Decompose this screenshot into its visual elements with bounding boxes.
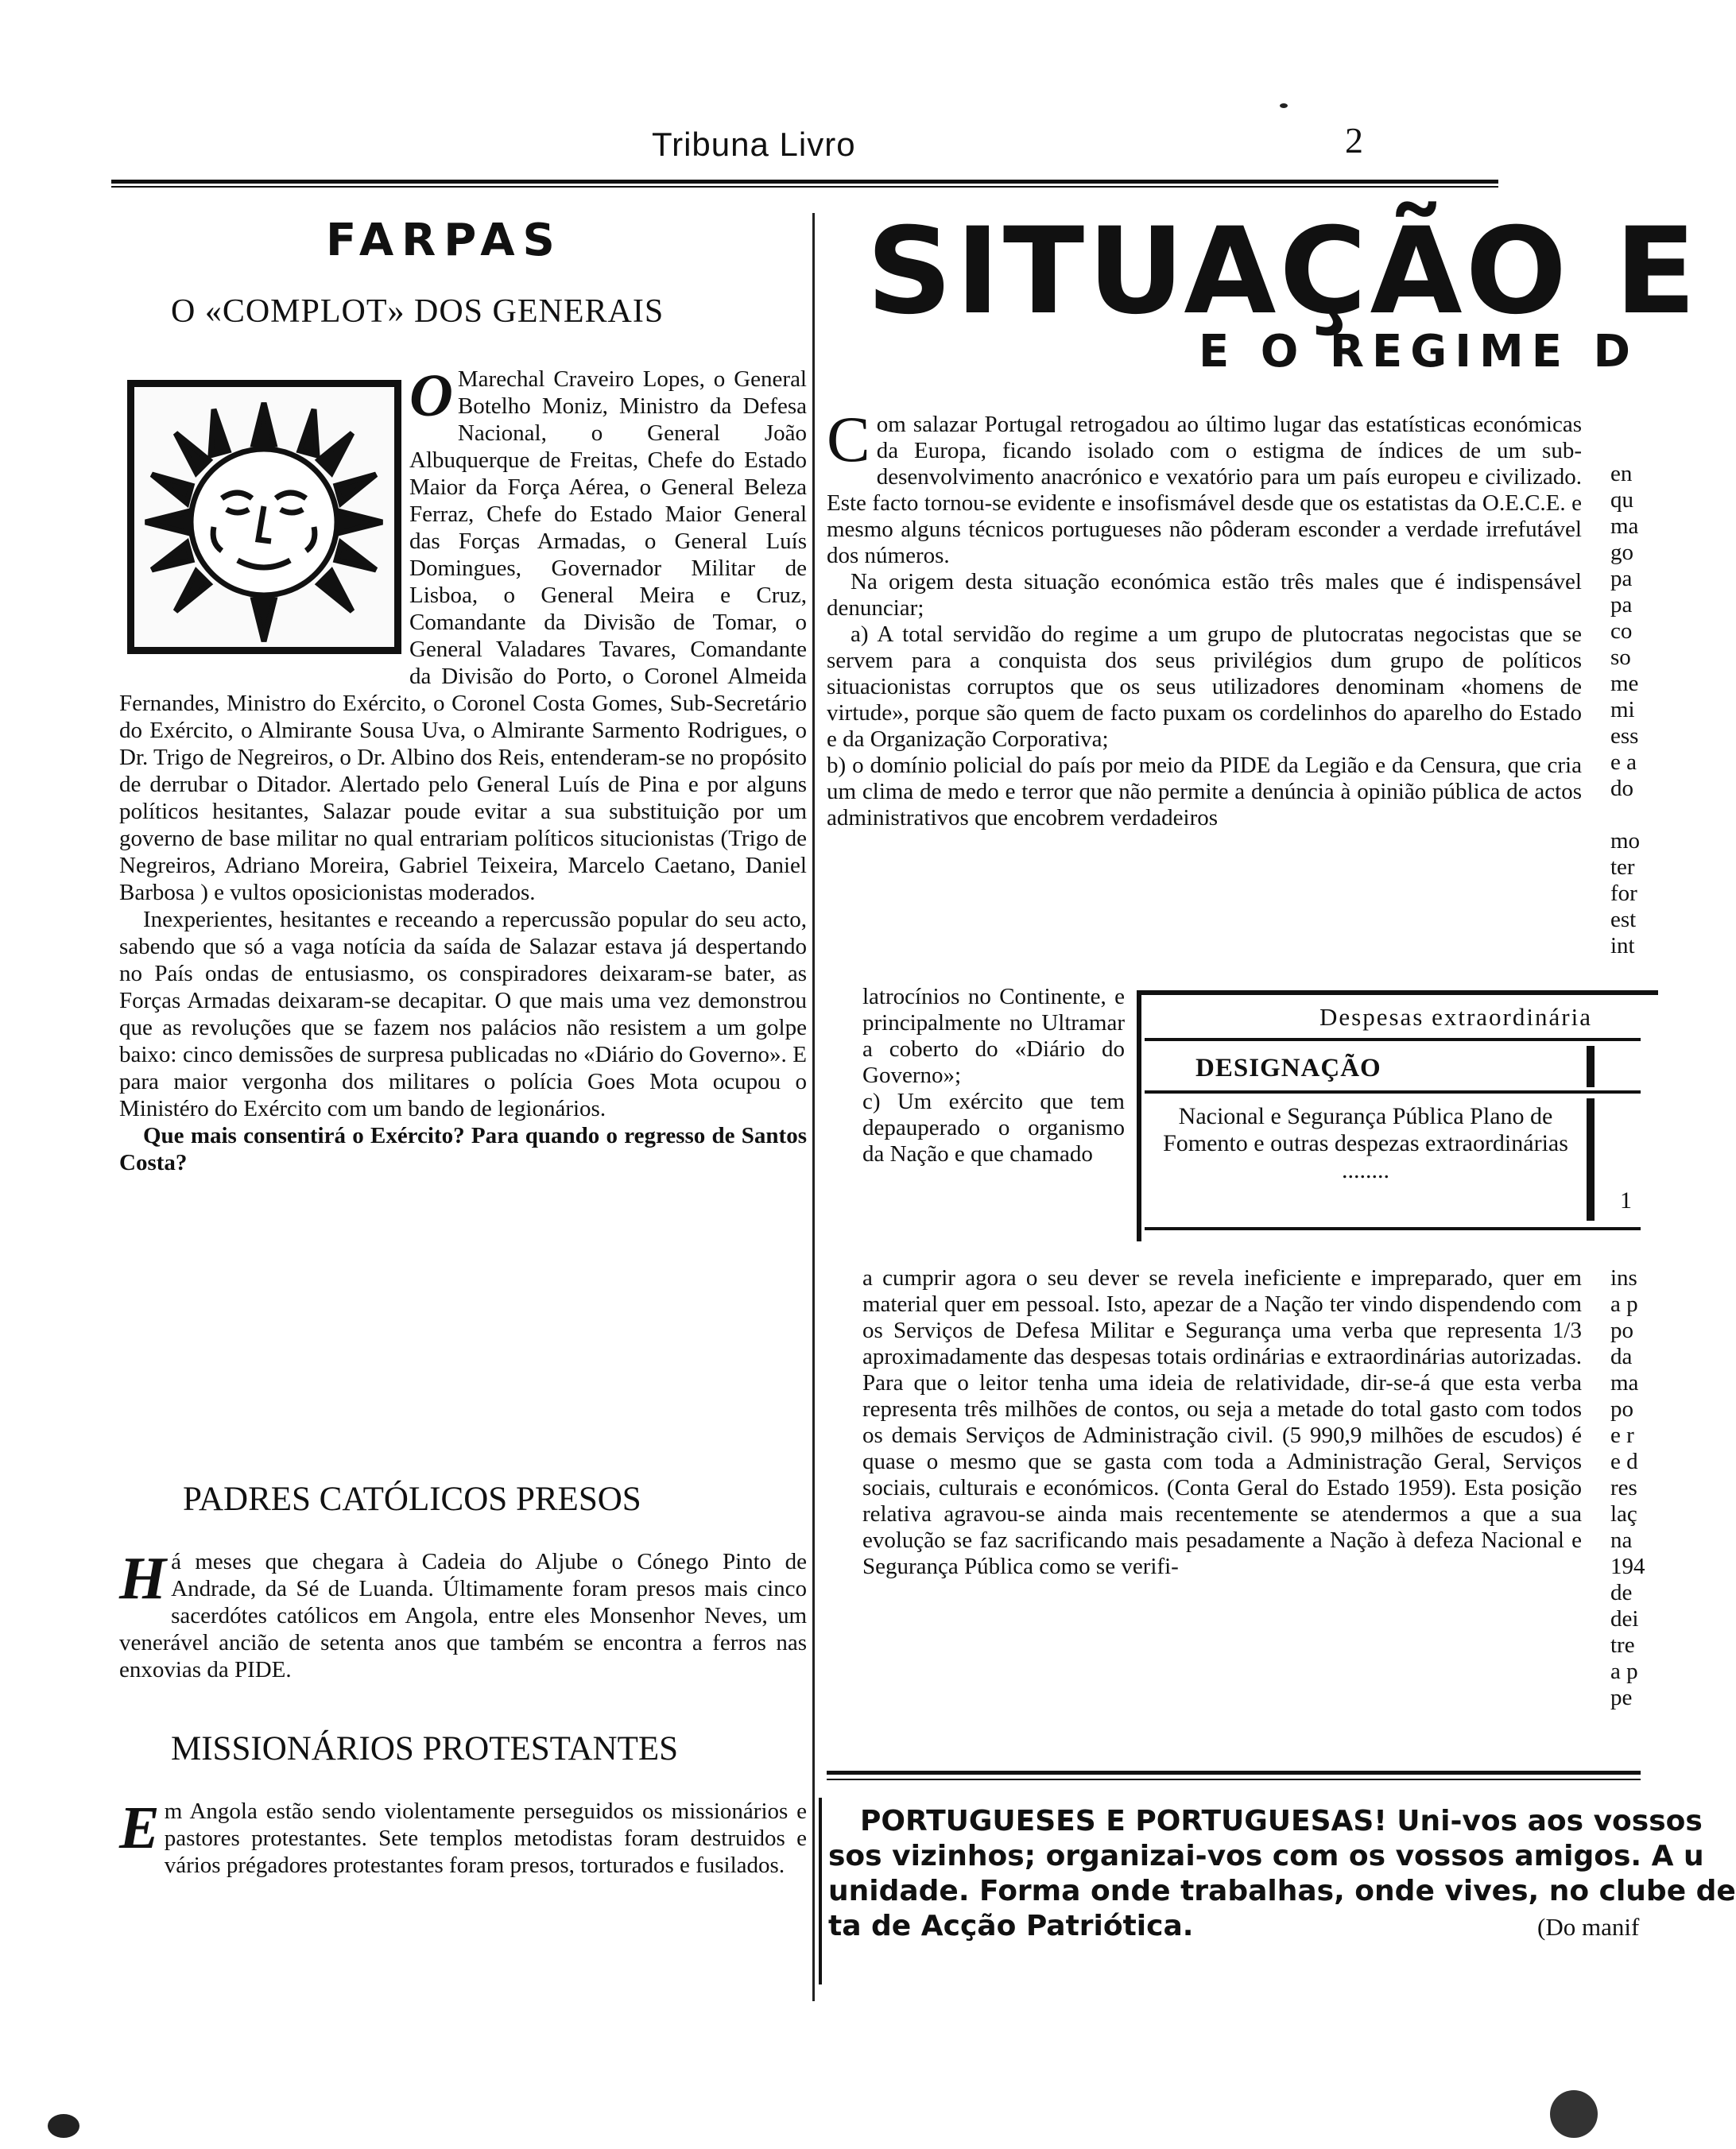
banner-source: (Do manif [1537,1913,1640,1941]
main-item-c: c) Um exército que tem depauperado o organismo da Nação e que chamado [862,1089,1125,1167]
main-paragraph-1: om salazar Portugal retrogadou ao último lugar das estatísticas económicas da Europa, ficando isolado com o estigma de índices de um sub-desenvolvimento anacrónico e vexatório para um país europeu e civilizado. Este facto tornou-se evidente e insofismável desde que os estatistas da O.E.C.E. e mesmo alguns técnicos portugueses não pôderam esconder a verdade irrefutável dos números. [827,412,1582,568]
complot-article [119,362,807,1176]
fragment-line: ter [1610,854,1635,880]
fragment-line: co [1610,618,1633,644]
table-rule [1145,1090,1641,1094]
fragment-line: ins [1610,1265,1637,1291]
banner-line-2: sos vizinhos; organizai-vos com os vossos amigos. A u [828,1840,1704,1872]
fragment-line: mo [1610,828,1641,854]
main-subheadline: E O REGIME D [1199,326,1638,378]
fragment-line: do [1610,776,1633,801]
fragment-line: de [1610,1580,1633,1605]
dropcap-c: C [827,403,870,475]
next-column-fragment [1610,1265,1645,1711]
main-paragraph-2: Na origem desta situação económica estão três males que é indispensável denunciar; [827,569,1582,621]
headline-padres: PADRES CATÓLICOS PRESOS [183,1481,641,1518]
banner-line-3: unidade. Forma onde trabalhas, onde vives, no clube de [828,1875,1736,1907]
table-column-separator [1587,1098,1595,1221]
fragment-line: est [1610,907,1637,932]
banner-line-4 [828,1909,1641,1945]
fragment-line: mi [1610,697,1635,722]
missionarios-article [119,1795,807,1879]
fragment-line: po [1610,1396,1633,1422]
fragment-line: en [1610,461,1633,486]
next-column-fragment [1610,461,1640,959]
fragment-line: a p [1610,1291,1638,1317]
table-column-separator [1587,1046,1595,1087]
fragment-line: for [1610,881,1637,906]
complot-paragraph-2: Inexperientes, hesitantes e receando a repercussão popular do seu acto, sabendo que só a vaga notícia da saída de Salazar estava já despertando no País ondas de entusiasmo, os conspiradores deixaram-se bater, as Forças Armadas deixaram-se decapitar. O que mais uma vez demonstrou que as revoluções que se fazem nos palácios não resistem a um golpe baixo: cinco demissões de surpresa publicadas no «Diário do Governo». E para maior vergonha dos militares o polícia Goes Mota ocupou o Ministéro do Exército com um bando de legionários. [119,907,807,1121]
fragment-line: po [1610,1318,1633,1343]
fragment-line: ma [1610,1370,1639,1396]
main-headline: SITUAÇÃO E [866,203,1699,341]
fragment-line: e a [1610,749,1637,775]
banner-rule-thin [827,1779,1641,1780]
page-number: 2 [1345,120,1363,161]
image-wrap-space [119,366,409,668]
padres-article [119,1545,807,1683]
dropcap-o: O [409,362,453,429]
missionarios-paragraph: m Angola estão sendo violentamente perseguidos os missionários e pastores protestantes. Sete templos metodistas foram destruidos e vários prégadores protestantes foram presos, torturados e fusilados. [164,1799,807,1878]
running-title: Tribuna Livro [652,126,856,163]
fragment-line: pe [1610,1685,1633,1710]
banner-rule [827,1771,1641,1775]
fragment-line: a p [1610,1659,1638,1684]
table-cell-value: 1 [1620,1187,1632,1214]
header-rule-thin [111,186,1498,188]
print-speck [1550,2090,1598,2138]
fragment-line: ma [1610,513,1639,539]
main-narrow-column [862,984,1125,1167]
fragment-line: laç [1610,1501,1637,1527]
main-item-b: b) o domínio policial do país por meio da PIDE da Legião e da Censura, que cria um clima de medo e terror que não permite a denúncia à opinião pública de actos administrativos que encobrem verdadeiros [827,753,1582,831]
dropcap-h: H [119,1545,167,1612]
section-title-farpas: FARPAS [326,215,563,266]
print-speck [1280,103,1288,108]
dropcap-e: E [119,1795,160,1861]
fragment-line [1610,802,1640,828]
fragment-line: go [1610,540,1633,565]
fragment-line: tre [1610,1632,1635,1658]
fragment-line: res [1610,1475,1637,1500]
complot-paragraph-3: Que mais consentirá o Exército? Para quando o regresso de Santos Costa? [119,1123,807,1175]
column-divider [812,213,815,2001]
fragment-line: da [1610,1344,1633,1369]
table-row: Nacional e Segurança Pública Plano de Fomento e outras despezas extraordinárias ........ [1163,1103,1568,1183]
table-title: Despesas extraordinária [1319,1003,1592,1031]
fragment-line: e r [1610,1423,1634,1448]
complot-paragraph-1: Marechal Craveiro Lopes, o General Botelho Moniz, Ministro da Defesa Nacional, o General João Albuquerque de Freitas, Chefe do Estado Maior da Força Aérea, o General Beleza Ferraz, Chefe do Estado Maior General das Forças Armadas, o General Luís Domingues, Governador Militar de Lisboa, o General Meira e Cruz, Comandante da Divisão de Tomar, o General Valadares Tavares, Comandante da Divisão do Porto, o Coronel Almeida Fernandes, Ministro do Exército, o Coronel Costa Gomes, Sub-Secretário do Exército, o Almirante Sousa Uva, o Almirante Sarmento Rodrigues, o Dr. Trigo de Negreiros, o Dr. Albino dos Reis, entenderam-se no propósito de derrubar o Ditador. Alertado pelo General Luís de Pina e por alguns políticos hesitantes, Salazar poude evitar a sua substituição por um governo de base militar no qual entrariam políticos situcionistas (Trigo de Negreiros, Adriano Moreira, Gabriel Teixeira, Marcelo Caetano, Daniel Barbosa ) e vultos oposicionistas moderados. [119,366,807,905]
fragment-line: pa [1610,592,1633,618]
main-article-continuation: a cumprir agora o seu dever se revela ineficiente e impreparado, quer em material quer em pessoal. Isto, apezar de a Nação ter vindo dispendendo com os Serviços de Defesa Militar e Segurança uma verba que representa 1/3 aproximadamente das despesas totais ordinárias e extraordinárias autorizadas. Para que o leitor tenha uma ideia de relatividade, dir-se-á que esta verba representa três milhões de contos, ou seja a metade do total gasto com todos os demais Serviços de Administração civil. (5 990,9 milhões de escudos) é quase o mesmo que se gasta com toda a Administração Geral, Serviços sociais, culturais e económicos. (Conta Geral do Estado 1959). Esta posição relativa agravou-se ainda mais recentemente se atendermos a que a sua evolução se faz sacrificando mais pesadamente a Nação à defeza Nacional e Segurança Pública como se verifi- [862,1265,1582,1579]
fragment-line: int [1610,933,1635,958]
banner-line-4-text: ta de Acção Patriótica. [828,1910,1194,1942]
table-header-designacao: DESIGNAÇÃO [1195,1054,1381,1082]
header-rule [111,180,1498,184]
table-rule [1145,1227,1641,1230]
fragment-line: na [1610,1528,1633,1553]
fragment-line: qu [1610,487,1633,513]
main-article [827,403,1582,831]
padres-paragraph: á meses que chegara à Cadeia do Aljube o Cónego Pinto de Andrade, da Sé de Luanda. Últimamente foram presos mais cinco sacerdótes católicos em Angola, entre eles Monsenhor Neves, um venerável ancião de setenta anos que também se encontra a ferros nas enxovias da PIDE. [119,1549,807,1682]
main-narrow-text: latrocínios no Continente, e principalmente no Ultramar a coberto do «Diário do Governo»; [862,984,1125,1088]
banner-left-bar [819,1798,822,1984]
fragment-line: e d [1610,1449,1638,1474]
patriotic-banner [828,1804,1736,1945]
fragment-line: so [1610,645,1631,670]
fragment-line: 194 [1610,1554,1645,1579]
fragment-line: me [1610,671,1639,696]
fragment-line: ess [1610,723,1639,749]
banner-line-1: PORTUGUESES E PORTUGUESAS! Uni-vos aos vossos [860,1805,1703,1837]
headline-complot: O «COMPLOT» DOS GENERAIS [171,293,665,330]
print-speck [48,2114,79,2138]
fragment-line: pa [1610,566,1633,591]
main-item-a: a) A total servidão do regime a um grupo de plutocratas negocistas que se servem para a conquista dos seus privilégios dum grupo de políticos situacionistas corruptos que os seus utilizadores denominam «homens de virtude», porque são quem de facto puxam os cordelinhos do aparelho do Estado e da Organização Corporativa; [827,621,1582,752]
table-rule [1145,1038,1641,1041]
fragment-line: dei [1610,1606,1639,1632]
headline-missionarios: MISSIONÁRIOS PROTESTANTES [171,1730,679,1768]
